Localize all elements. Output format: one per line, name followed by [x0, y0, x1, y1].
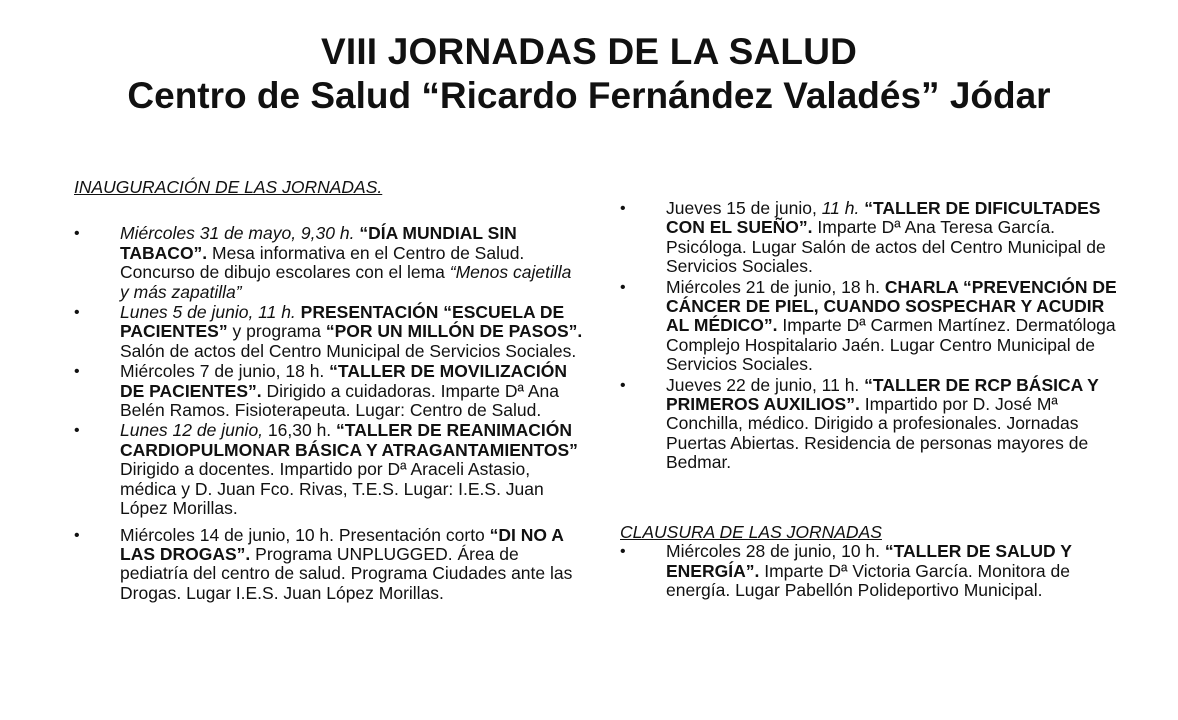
page-title: VIII JORNADAS DE LA SALUD: [320, 31, 858, 72]
event-date: Miércoles 28 de junio, 10 h.: [666, 541, 881, 562]
closing-heading: CLAUSURA DE LAS JORNADAS: [620, 521, 882, 542]
event-item: [74, 224, 584, 302]
event-details: Dirigido a cuidadoras. Imparte Dª Ana Belén Ramos. Fisioterapeuta. Lugar: Centro de Salud.: [120, 380, 559, 421]
event-title: “TALLER DE MOVILIZACIÓN DE PACIENTES”.: [120, 361, 568, 401]
event-date: Miércoles 31 de mayo, 9,30 h.: [120, 223, 355, 244]
event-date: Lunes 5 de junio, 11 h.: [120, 302, 296, 323]
event-details: Dirigido a docentes. Impartido por Dª Araceli Astasio, médica y D. Juan Fco. Rivas, T.E.S. Lugar: I.E.S. Juan López Morillas.: [120, 459, 544, 519]
event-details: Imparte Dª Ana Teresa García. Psicóloga. Lugar Salón de actos del Centro Municipal de Servicios Sociales.: [666, 217, 1106, 277]
event-item: [620, 199, 1130, 277]
event-details: Mesa informativa en el Centro de Salud. Concurso de dibujo escolares con el lema: [120, 242, 525, 283]
event-date: Miércoles 21 de junio, 18 h.: [666, 276, 881, 297]
page-subtitle: Centro de Salud “Ricardo Fernández Valadés” Jódar: [127, 75, 1051, 116]
event-motto: “Menos cajetilla y más zapatilla”: [120, 262, 572, 302]
event-item: [74, 526, 584, 604]
event-date: Lunes 12 de junio,: [120, 420, 264, 441]
event-details: Impartido por D. José Mª Conchilla, médico. Dirigido a profesionales. Jornadas Puertas Abiertas. Residencia de personas mayores de Bedmar.: [666, 394, 1089, 473]
opening-heading: INAUGURACIÓN DE LAS JORNADAS.: [74, 177, 383, 197]
event-item: [620, 376, 1130, 473]
event-title: “TALLER DE DIFICULTADES CON EL SUEÑO”.: [666, 198, 1101, 238]
event-title: “DÍA MUNDIAL SIN TABACO”.: [120, 223, 517, 263]
event-title: CHARLA “PREVENCIÓN DE CÁNCER DE PIEL, CUANDO SOSPECHAR Y ACUDIR AL MÉDICO”.: [666, 276, 1117, 336]
event-title: “TALLER DE RCP BÁSICA Y PRIMEROS AUXILIOS”.: [666, 374, 1099, 415]
event-title: PRESENTACIÓN “ESCUELA DE PACIENTES”: [120, 302, 565, 342]
closing-event-list: [620, 542, 1130, 600]
continued-event-list: [620, 199, 1130, 473]
opening-event-list: [74, 224, 584, 603]
left-column: [74, 178, 584, 604]
flyer-header: [0, 30, 1178, 118]
event-item: [74, 421, 584, 518]
event-details: Programa UNPLUGGED. Área de pediatría del centro de salud. Programa Ciudades ante las Drogas. Lugar I.E.S. Juan López Morillas.: [120, 543, 573, 603]
event-item: [620, 542, 1130, 600]
event-connector: y programa: [232, 321, 321, 342]
event-details: Salón de actos del Centro Municipal de Servicios Sociales.: [120, 340, 577, 361]
event-date: Miércoles 7 de junio, 18 h.: [120, 361, 325, 382]
event-title: “TALLER DE SALUD Y ENERGÍA”.: [666, 541, 1072, 581]
event-item: [74, 362, 584, 420]
event-time: 16,30 h.: [267, 420, 332, 441]
event-item: [620, 278, 1130, 375]
event-date: Jueves 15 de junio,: [666, 198, 817, 218]
event-title-secondary: “POR UN MILLÓN DE PASOS”.: [325, 321, 583, 342]
event-title: “DI NO A LAS DROGAS”.: [120, 524, 564, 564]
event-date: Jueves 22 de junio, 11 h.: [666, 374, 860, 395]
event-item: [74, 303, 584, 361]
event-time: 11 h.: [821, 198, 860, 218]
event-details: Imparte Dª Victoria García. Monitora de energía. Lugar Pabellón Polideportivo Municipal.: [666, 560, 1070, 600]
event-details: Imparte Dª Carmen Martínez. Dermatóloga Complejo Hospitalario Jaén. Lugar Centro Municipal de Servicios Sociales.: [666, 315, 1116, 375]
right-column: [620, 199, 1130, 601]
event-date: Miércoles 14 de junio, 10 h. Presentación corto: [120, 524, 485, 545]
event-title: “TALLER DE REANIMACIÓN CARDIOPULMONAR BÁSICA Y ATRAGANTAMIENTOS”: [120, 420, 578, 460]
